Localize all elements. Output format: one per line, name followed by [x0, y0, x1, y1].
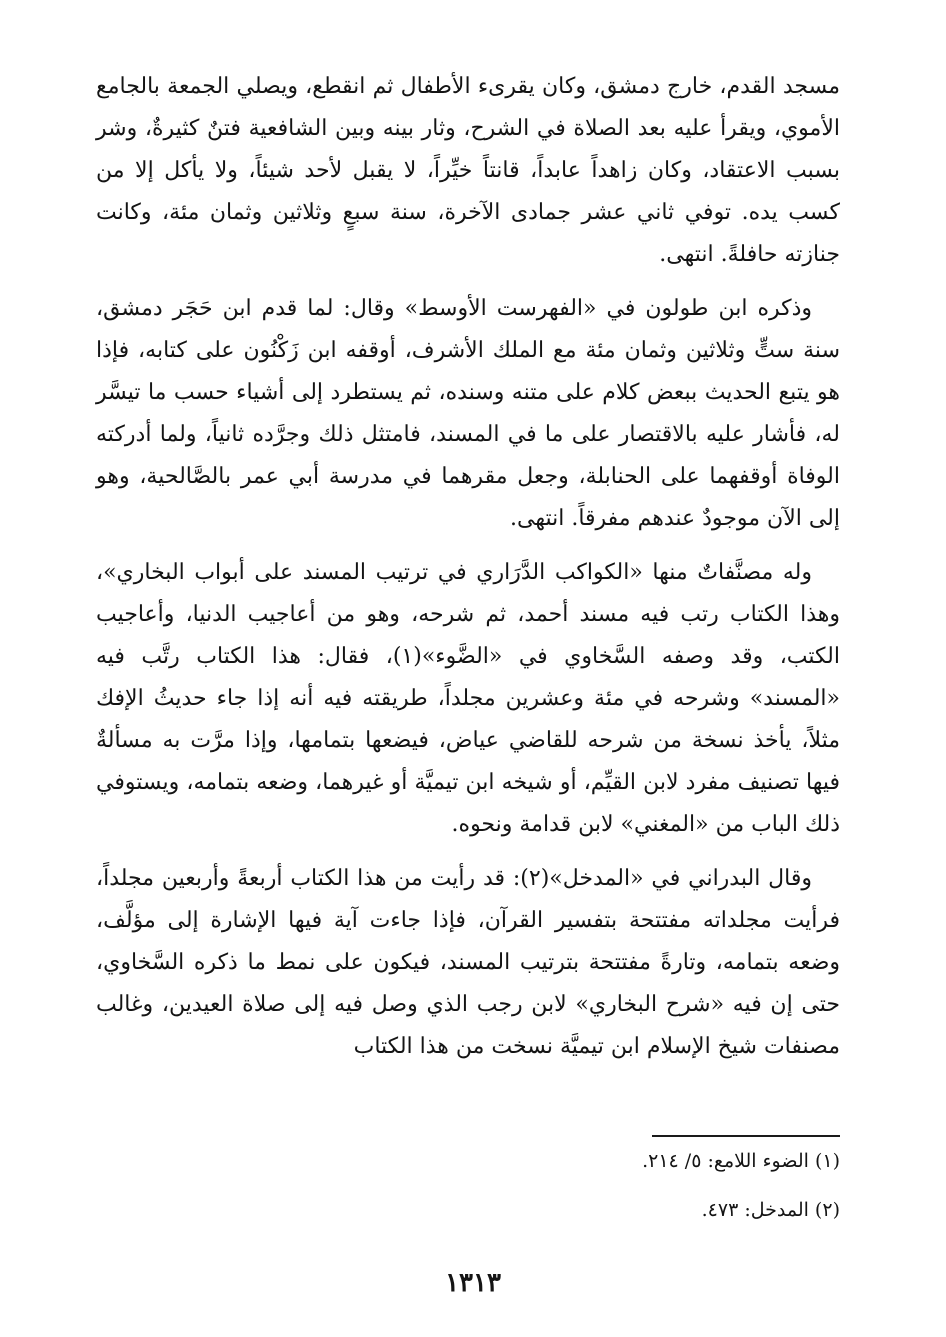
- paragraph-1: مسجد القدم، خارج دمشق، وكان يقرىء الأطفال ثم انقطع، ويصلي الجمعة بالجامع الأموي، ويقرأ عليه بعد الصلاة في الشرح، وثار بينه وبين الشافعية فتنٌ كثيرةٌ، وشر بسبب الاعتقاد، وكان زاهداً عابداً، قانتاً خيِّراً، لا يقبل لأحد شيئاً، ولا يأكل إلا من كسب يده. توفي ثاني عشر جمادى الآخرة، سنة سبعٍ وثلاثين وثمان مئة، وكانت جنازته حافلةً. انتهى.: [96, 74, 840, 267]
- footnote-divider: [652, 1135, 840, 1137]
- footnotes: [96, 1148, 840, 1246]
- footnote-2: (٢) المدخل: ٤٧٣.: [701, 1199, 840, 1221]
- footnote-1: (١) الضوء اللامع: ٥/ ٢١٤.: [642, 1150, 840, 1172]
- paragraph-2: وذكره ابن طولون في «الفهرست الأوسط» وقال: لما قدم ابن حَجَر دمشق، سنة ستٍّ وثلاثين وثمان مئة مع الملك الأشرف، أوقفه ابن زَكْنُون على كتابه، فإذا هو يتبع الحديث ببعض كلام على متنه وسنده، ثم يستطرد إلى أشياء حسب ما تيسَّر له، فأشار عليه بالاقتصار على ما في المسند، فامتثل ذلك وجرَّده ثانياً، ولما أدركته الوفاة أوقفهما على الحنابلة، وجعل مقرهما في مدرسة أبي عمر بالصَّالحية، وهو إلى الآن موجودٌ عندهم مفرقاً. انتهى.: [96, 296, 840, 531]
- page-number: ١٣١٣: [445, 1268, 501, 1298]
- paragraph-4: وقال البدراني في «المدخل»(٢): قد رأيت من هذا الكتاب أربعةً وأربعين مجلداً، فرأيت مجلداته مفتتحة بتفسير القرآن، فإذا جاءت آية فيها الإشارة إلى مؤلَّف، وضعه بتمامه، وتارةً مفتتحة بترتيب المسند، فيكون على نمط ما ذكره السَّخاوي، حتى إن فيه «شرح البخاري» لابن رجب الذي وصل فيه إلى صلاة العيدين، وغالب مصنفات شيخ الإسلام ابن تيميَّة نسخت من هذا الكتاب: [96, 866, 840, 1059]
- paragraph-3: وله مصنَّفاتٌ منها «الكواكب الدَّرَاري في ترتيب المسند على أبواب البخاري»، وهذا الكتاب رتب فيه مسند أحمد، ثم شرحه، وهو من أعاجيب الدنيا، وأعاجيب الكتب، وقد وصفه السَّخاوي في «الضَّوء»(١)، فقال: هذا الكتاب رتَّب فيه «المسند» وشرحه في مئة وعشرين مجلداً، طريقته فيه أنه إذا جاء حديثُ الإفك مثلاً، يأخذ نسخة من شرحه للقاضي عياض، فيضعها بتمامها، وإذا مرَّت به مسألةٌ فيها تصنيف مفرد لابن القيِّم، أو شيخه ابن تيميَّة أو غيرهما، وضعه بتمامه، ويستوفي ذلك الباب من «المغني» لابن قدامة ونحوه.: [96, 560, 840, 837]
- main-text: [96, 66, 840, 1080]
